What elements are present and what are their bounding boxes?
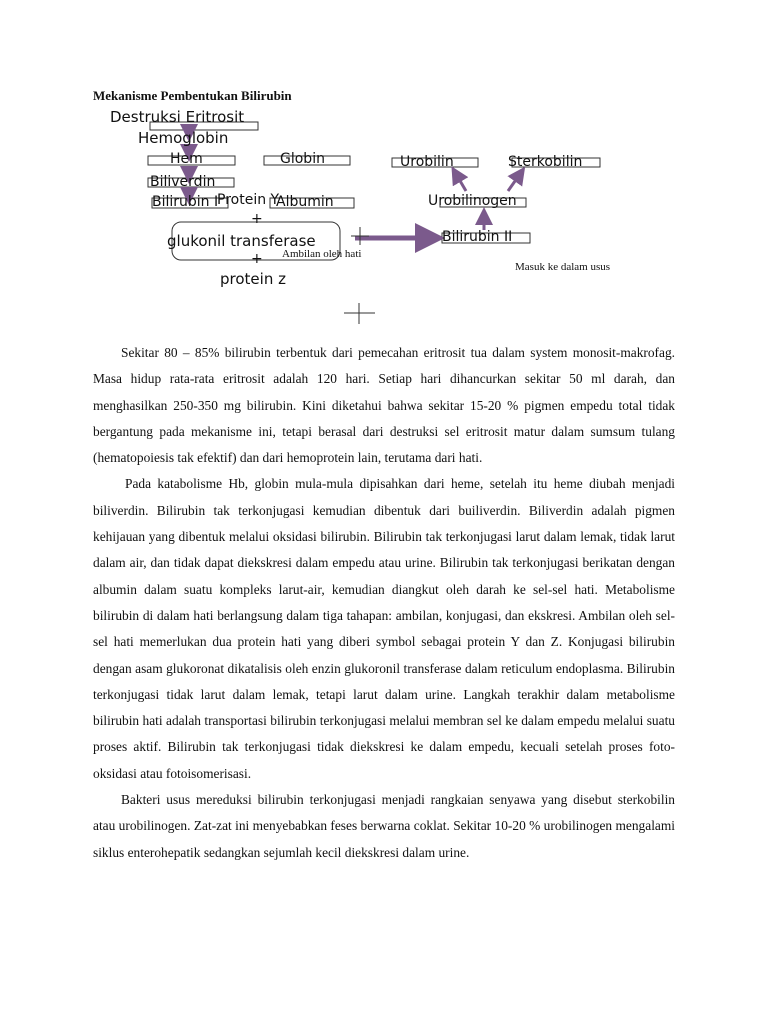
- body-text: [93, 340, 675, 866]
- node-urobilin: Urobilin: [400, 154, 454, 170]
- node-biliverdin: Biliverdin: [150, 174, 216, 190]
- label-masuk-ke-dalam-usus: Masuk ke dalam usus: [515, 261, 611, 273]
- plus-sign-top: +: [251, 211, 263, 227]
- node-globin: Globin: [280, 151, 325, 167]
- paragraph-1: Sekitar 80 – 85% bilirubin terbentuk dari pemecahan eritrosit tua dalam system monosit-makrofag. Masa hidup rata-rata eritrosit adalah 120 hari. Setiap hari dihancurkan sekitar 50 ml darah, dan menghasilkan 250-350 mg bilirubin. Kini diketahui bahwa sekitar 15-20 % pigmen empedu total tidak bergantung pada mekanisme ini, tetapi berasal dari destruksi sel eritrosit matur dalam sumsum tulang (hematopoiesis tak efektif) dan dari hemoprotein lain, terutama dari hati.: [93, 345, 675, 466]
- node-albumin: Albumin: [276, 194, 334, 210]
- arrow-urobilinogen-urobilin: [456, 174, 466, 191]
- node-hemoglobin: Hemoglobin: [138, 129, 229, 147]
- document-title: Mekanisme Pembentukan Bilirubin: [93, 88, 292, 103]
- node-destruksi-eritrosit: Destruksi Eritrosit: [110, 108, 245, 126]
- node-hem: Hem: [170, 151, 203, 167]
- node-sterkobilin: Sterkobilin: [508, 154, 583, 170]
- node-bilirubin-1: Bilirubin I: [152, 194, 219, 210]
- cross-mark-right: [351, 227, 369, 245]
- label-ambilan-oleh-hati: Ambilan oleh hati: [282, 248, 362, 260]
- bilirubin-flow-diagram: [0, 0, 768, 330]
- node-protein-z: protein z: [220, 270, 286, 288]
- paragraph-2: Pada katabolisme Hb, globin mula-mula dipisahkan dari heme, setelah itu heme diubah menjadi biliverdin. Bilirubin tak terkonjugasi kemudian dibentuk dari builiverdin. Biliverdin adalah pigmen kehijauan yang dibentuk melalui oksidasi bilirubin. Bilirubin tak terkonjugasi larut dalam lemak, tidak larut dalam air, dan tidak dapat diekskresi dalam empedu atau urine. Bilirubin tak terkonjugasi berikatan dengan albumin dalam suatu kompleks larut-air, kemudian diangkut oleh darah ke sel-sel hati. Metabolisme bilirubin di dalam hati berlangsung dalam tiga tahapan: ambilan, konjugasi, dan ekskresi. Ambilan oleh sel-sel hati memerlukan dua protein hati yang diberi symbol sebagai protein Y dan Z. Konjugasi bilirubin dengan asam glukoronat dikatalisis oleh enzin glukoronil transferase dalam reticulum endoplasma. Bilirubin terkonjugasi tidak larut dalam lemak, tetapi larut dalam urine. Langkah terakhir dalam metabolisme bilirubin hati adalah transportasi bilirubin terkonjugasi melalui membran sel ke dalam empedu melalui suatu proses aktif. Bilirubin tak terkonjugasi tidak diekskresi ke dalam empedu, kecuali setelah proses foto-oksidasi atau fotoisomerisasi.: [93, 476, 675, 781]
- node-glukonil-transferase: glukonil transferase: [167, 232, 316, 250]
- cross-mark-bottom: [344, 303, 375, 324]
- node-protein-y: Protein Y: [217, 192, 280, 208]
- arrow-urobilinogen-sterkobilin: [508, 174, 520, 191]
- node-bilirubin-2: Bilirubin II: [442, 229, 513, 245]
- node-urobilinogen: Urobilinogen: [428, 193, 517, 209]
- plus-sign-bottom: +: [251, 251, 263, 267]
- paragraph-3: Bakteri usus mereduksi bilirubin terkonjugasi menjadi rangkaian senyawa yang disebut sterkobilin atau urobilinogen. Zat-zat ini menyebabkan feses berwarna coklat. Sekitar 10-20 % urobilinogen mengalami siklus enterohepatik sedangkan sejumlah kecil diekskresi dalam urine.: [93, 792, 675, 860]
